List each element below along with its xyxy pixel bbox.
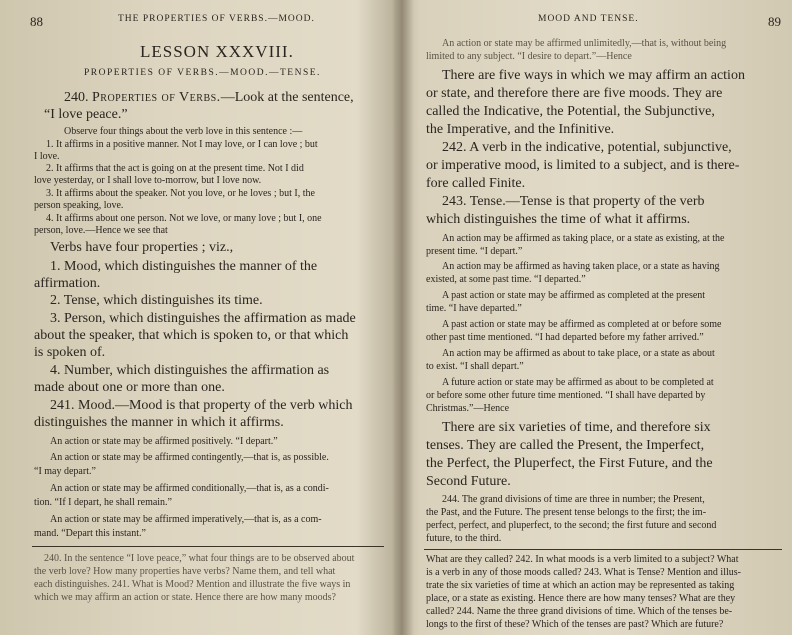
right-question-line-f: longs to the first of these? Which of the tenses are past? Which are future? — [426, 619, 724, 630]
tense-example-1-line-a: An action may be affirmed as taking place, or a state as existing, at the — [442, 233, 725, 244]
left-question-line-b: the verb love? How many properties have verbs? Name them, and tell what — [34, 566, 336, 577]
lesson-subtitle: PROPERTIES OF VERBS.—MOOD.—TENSE. — [84, 68, 321, 78]
tense-example-6-line-c: Christmas.”—Hence — [426, 403, 510, 414]
five-moods-line-d: the Imperative, and the Infinitive. — [426, 122, 615, 137]
lesson-title: LESSON XXXVIII. — [140, 42, 294, 61]
mood-example-5-line-b: limited to any subject. “I desire to depart.”—Hence — [426, 51, 632, 62]
property-number-line-a: 4. Number, which distinguishes the affirmation as — [50, 363, 330, 378]
mood-example-1: An action or state may be affirmed positively. “I depart.” — [50, 436, 278, 447]
item-4-line-b: person, love.—Hence we see that — [34, 225, 168, 236]
tense-example-2-line-a: An action may be affirmed as having taken place, or a state as having — [442, 261, 720, 272]
item-1-line-a: 1. It affirms in a positive manner. Not I may love, or I can love ; but — [46, 139, 318, 150]
observe-line: Observe four things about the verb love in this sentence :— — [64, 126, 303, 137]
right-question-line-e: called? 244. Name the three grand divisions of time. Which of the tenses be- — [426, 606, 733, 617]
mood-example-4-line-b: mand. “Depart this instant.” — [34, 528, 146, 539]
mood-example-4-line-a: An action or state may be affirmed imperatively,—that is, as a com- — [50, 514, 322, 525]
left-question-line-c: each distinguishes. 241. What is Mood? Mention and illustrate the five ways in — [34, 579, 351, 590]
mood-example-3-line-a: An action or state may be affirmed conditionally,—that is, as a condi- — [50, 483, 329, 494]
right-page — [412, 0, 792, 635]
paragraph-240-number: 240. — [64, 90, 89, 105]
property-person-line-b: about the speaker, that which is spoken to, or that which — [34, 328, 349, 343]
right-page-number: 89 — [768, 14, 781, 29]
paragraph-240-line — [64, 90, 354, 106]
right-footnote-rule — [424, 549, 782, 550]
right-question-line-d: place, or a state as existing. Hence there are how many tenses? What are they — [426, 593, 736, 604]
item-2-line-a: 2. It affirms that the act is going on at the present time. Not I did — [46, 163, 304, 174]
paragraph-241-line-a: 241. Mood.—Mood is that property of the verb which — [50, 398, 353, 413]
tense-example-3-line-a: A past action or state may be affirmed as completed at the present — [442, 290, 706, 301]
tense-example-1-line-b: present time. “I depart.” — [426, 246, 523, 257]
paragraph-240-heading: Properties of Verbs. — [92, 90, 221, 105]
tense-example-5-line-a: An action may be affirmed as about to take place, or a state as about — [442, 348, 715, 359]
paragraph-241-line-b: distinguishes the manner in which it affirms. — [34, 415, 284, 430]
example-sentence: “I love peace.” — [44, 107, 128, 122]
paragraph-244-line-c: perfect, perfect, and pluperfect, to the second; the first future and second — [426, 520, 717, 531]
mood-example-2-line-a: An action or state may be affirmed contingently,—that is, as possible. — [50, 452, 329, 463]
five-moods-line-b: or state, and therefore there are five moods. They are — [426, 86, 723, 101]
six-tenses-line-a: There are six varieties of time, and therefore six — [442, 420, 711, 435]
paragraph-240-text: —Look at the sentence, — [220, 90, 354, 105]
tense-example-5-line-b: to exist. “I shall depart.” — [426, 361, 524, 372]
left-question-line-a: 240. In the sentence “I love peace,” what four things are to be observed about — [44, 553, 355, 564]
six-tenses-line-b: tenses. They are called the Present, the Imperfect, — [426, 438, 705, 453]
paragraph-243-line-a: 243. Tense.—Tense is that property of the verb — [442, 194, 705, 209]
item-3-line-a: 3. It affirms about the speaker. Not you love, or he loves ; but I, the — [46, 188, 315, 199]
item-4-line-a: 4. It affirms about one person. Not we love, or many love ; but I, one — [46, 213, 322, 224]
item-1-line-b: I love. — [34, 151, 60, 162]
paragraph-242-line-b: or imperative mood, is limited to a subject, and is there- — [426, 158, 740, 173]
property-tense-line: 2. Tense, which distinguishes its time. — [50, 293, 263, 308]
right-question-line-b: is a verb in any of those moods called? 243. What is Tense? Mention and illus- — [426, 567, 741, 578]
paragraph-242-line-a: 242. A verb in the indicative, potential, subjunctive, — [442, 140, 732, 155]
properties-intro: Verbs have four properties ; viz., — [50, 240, 234, 255]
property-person-line-a: 3. Person, which distinguishes the affirmation as made — [50, 311, 356, 326]
mood-example-3-line-b: tion. “If I depart, he shall remain.” — [34, 497, 172, 508]
tense-example-6-line-b: or before some other future time mentioned. “I shall have departed by — [426, 390, 706, 401]
property-mood-line-b: affirmation. — [34, 276, 101, 291]
left-page-number: 88 — [30, 14, 43, 29]
left-footnote-rule — [32, 546, 384, 547]
six-tenses-line-c: the Perfect, the Pluperfect, the First Future, and the — [426, 456, 713, 471]
left-question-line-d: which we may affirm an action or state. Hence there are how many moods? — [34, 592, 336, 603]
property-mood-line-a: 1. Mood, which distinguishes the manner of the — [50, 259, 318, 274]
right-question-line-c: trate the six varieties of time at which an action may be represented as taking — [426, 580, 735, 591]
right-running-head: MOOD AND TENSE. — [538, 14, 639, 24]
property-person-line-c: is spoken of. — [34, 345, 106, 360]
five-moods-line-a: There are five ways in which we may affirm an action — [442, 68, 745, 83]
right-question-line-a: What are they called? 242. In what moods is a verb limited to a subject? What — [426, 554, 739, 565]
tense-example-3-line-b: time. “I have departed.” — [426, 303, 522, 314]
paragraph-244-line-b: the Past, and the Future. The present tense belongs to the first; the im- — [426, 507, 707, 518]
item-3-line-b: person speaking, love. — [34, 200, 124, 211]
paragraph-244-line-d: future, to the third. — [426, 533, 502, 544]
tense-example-6-line-a: A future action or state may be affirmed as about to be completed at — [442, 377, 714, 388]
property-number-line-b: made about one or more than one. — [34, 380, 225, 395]
paragraph-244-line-a: 244. The grand divisions of time are three in number; the Present, — [442, 494, 705, 505]
tense-example-2-line-b: existed, at some past time. “I departed.” — [426, 274, 586, 285]
paragraph-242-line-c: fore called Finite. — [426, 176, 526, 191]
tense-example-4-line-a: A past action or state may be affirmed as completed at or before some — [442, 319, 722, 330]
mood-example-5-line-a: An action or state may be affirmed unlimitedly,—that is, without being — [442, 38, 727, 49]
mood-example-2-line-b: “I may depart.” — [34, 466, 96, 477]
paragraph-243-line-b: which distinguishes the time of what it affirms. — [426, 212, 691, 227]
five-moods-line-c: called the Indicative, the Potential, the Subjunctive, — [426, 104, 715, 119]
tense-example-4-line-b: other past time mentioned. “I had departed before my father arrived.” — [426, 332, 704, 343]
item-2-line-b: love yesterday, or I shall love to-morrow, but I love now. — [34, 175, 262, 186]
six-tenses-line-d: Second Future. — [426, 474, 511, 489]
left-running-head: THE PROPERTIES OF VERBS.—MOOD. — [118, 14, 315, 24]
